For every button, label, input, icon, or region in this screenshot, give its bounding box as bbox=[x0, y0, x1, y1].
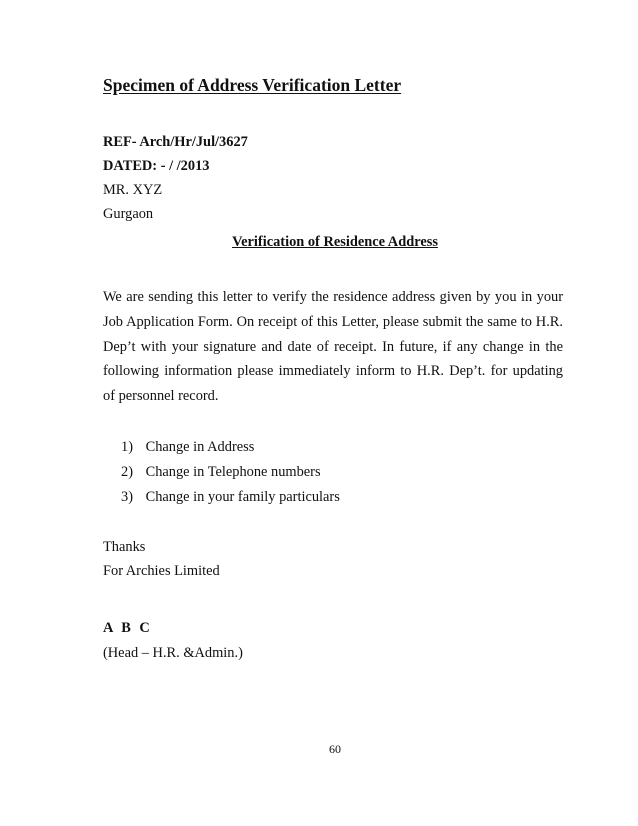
list-item-number: 3) bbox=[121, 489, 133, 505]
closing-text: Thanks bbox=[103, 539, 146, 555]
list-item bbox=[121, 485, 340, 510]
date-line: DATED: - / /2013 bbox=[103, 158, 210, 174]
page-number: 60 bbox=[329, 742, 341, 756]
recipient-city: Gurgaon bbox=[103, 206, 154, 222]
list-item-text: Change in Telephone numbers bbox=[145, 464, 321, 480]
list-item-text: Change in your family particulars bbox=[145, 489, 340, 505]
recipient-name: MR. XYZ bbox=[103, 182, 163, 198]
letter-title: Specimen of Address Verification Letter bbox=[103, 75, 402, 95]
list-item-number: 1) bbox=[121, 439, 133, 455]
letter-body: We are sending this letter to verify the residence address given by you in your Job Application Form. On receipt of this Letter, please submit the same to H.R. Dep’t with your signature and date of receipt. In future, if any change in the following information please immediately inform to H.R. Dep’t. for updating of personnel record. bbox=[103, 289, 563, 405]
list-item-text: Change in Address bbox=[145, 439, 255, 455]
list-item-number: 2) bbox=[121, 464, 133, 480]
list-item bbox=[121, 460, 340, 485]
signer-designation: (Head – H.R. &Admin.) bbox=[103, 645, 243, 661]
company-name: For Archies Limited bbox=[103, 563, 220, 579]
list-item bbox=[121, 435, 340, 460]
signer-name: A B C bbox=[103, 620, 153, 636]
change-list bbox=[121, 435, 340, 510]
reference-number: REF- Arch/Hr/Jul/3627 bbox=[103, 134, 248, 150]
subject-line: Verification of Residence Address bbox=[232, 234, 438, 250]
